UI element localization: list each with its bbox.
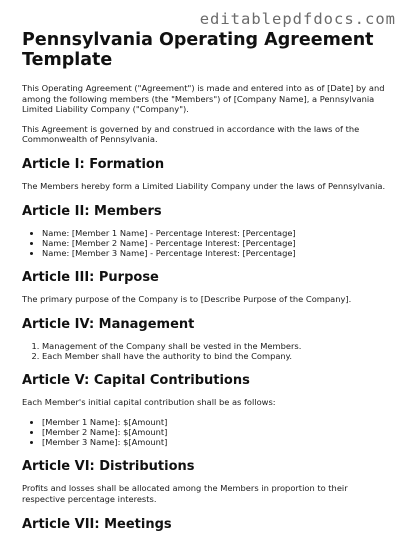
article-capital-heading: Article V: Capital Contributions bbox=[22, 373, 250, 389]
document-title: Pennsylvania Operating Agreement Template bbox=[22, 30, 374, 70]
article-meetings-heading: Article VII: Meetings bbox=[22, 516, 172, 532]
management-list bbox=[22, 341, 388, 361]
list-item: • Name: [Member 3 Name] - Percentage Interest: [Percentage] bbox=[42, 248, 388, 258]
list-item: • [Member 3 Name]: $[Amount] bbox=[42, 437, 388, 447]
article-capital-text: Each Member's initial capital contribution shall be as follows: bbox=[22, 397, 276, 408]
list-item: • Name: [Member 2 Name] - Percentage Interest: [Percentage] bbox=[42, 238, 388, 248]
capital-list bbox=[22, 417, 388, 448]
article-formation-text: The Members hereby form a Limited Liability Company under the laws of Pennsylvania. bbox=[22, 180, 386, 191]
governing-law-paragraph: This Agreement is governed by and construed in accordance with the laws of the Commonwealth of Pennsylvania. bbox=[22, 123, 360, 145]
list-item: 1. Management of the Company shall be vested in the Members. bbox=[42, 341, 388, 351]
article-distributions-heading: Article VI: Distributions bbox=[22, 459, 195, 475]
list-item: • [Member 1 Name]: $[Amount] bbox=[42, 417, 388, 427]
article-members-heading: Article II: Members bbox=[22, 203, 162, 219]
members-list bbox=[22, 228, 388, 259]
site-watermark: editablepdfdocs.com bbox=[199, 10, 396, 28]
list-item: 2. Each Member shall have the authority to bind the Company. bbox=[42, 351, 388, 361]
article-purpose-heading: Article III: Purpose bbox=[22, 270, 159, 286]
list-item: • [Member 2 Name]: $[Amount] bbox=[42, 427, 388, 437]
article-formation-heading: Article I: Formation bbox=[22, 156, 165, 172]
document-page bbox=[22, 30, 388, 541]
intro-paragraph: This Operating Agreement ("Agreement") is made and entered into as of [Date] by and among the following members (the "Members") of [Company Name], a Pennsylvania Limited Liability Company ("Company"). bbox=[22, 83, 385, 115]
article-purpose-text: The primary purpose of the Company is to [Describe Purpose of the Company]. bbox=[22, 294, 352, 305]
article-management-heading: Article IV: Management bbox=[22, 316, 195, 332]
list-item: • Name: [Member 1 Name] - Percentage Interest: [Percentage] bbox=[42, 228, 388, 238]
article-distributions-text: Profits and losses shall be allocated among the Members in proportion to their respective percentage interests. bbox=[22, 483, 348, 504]
